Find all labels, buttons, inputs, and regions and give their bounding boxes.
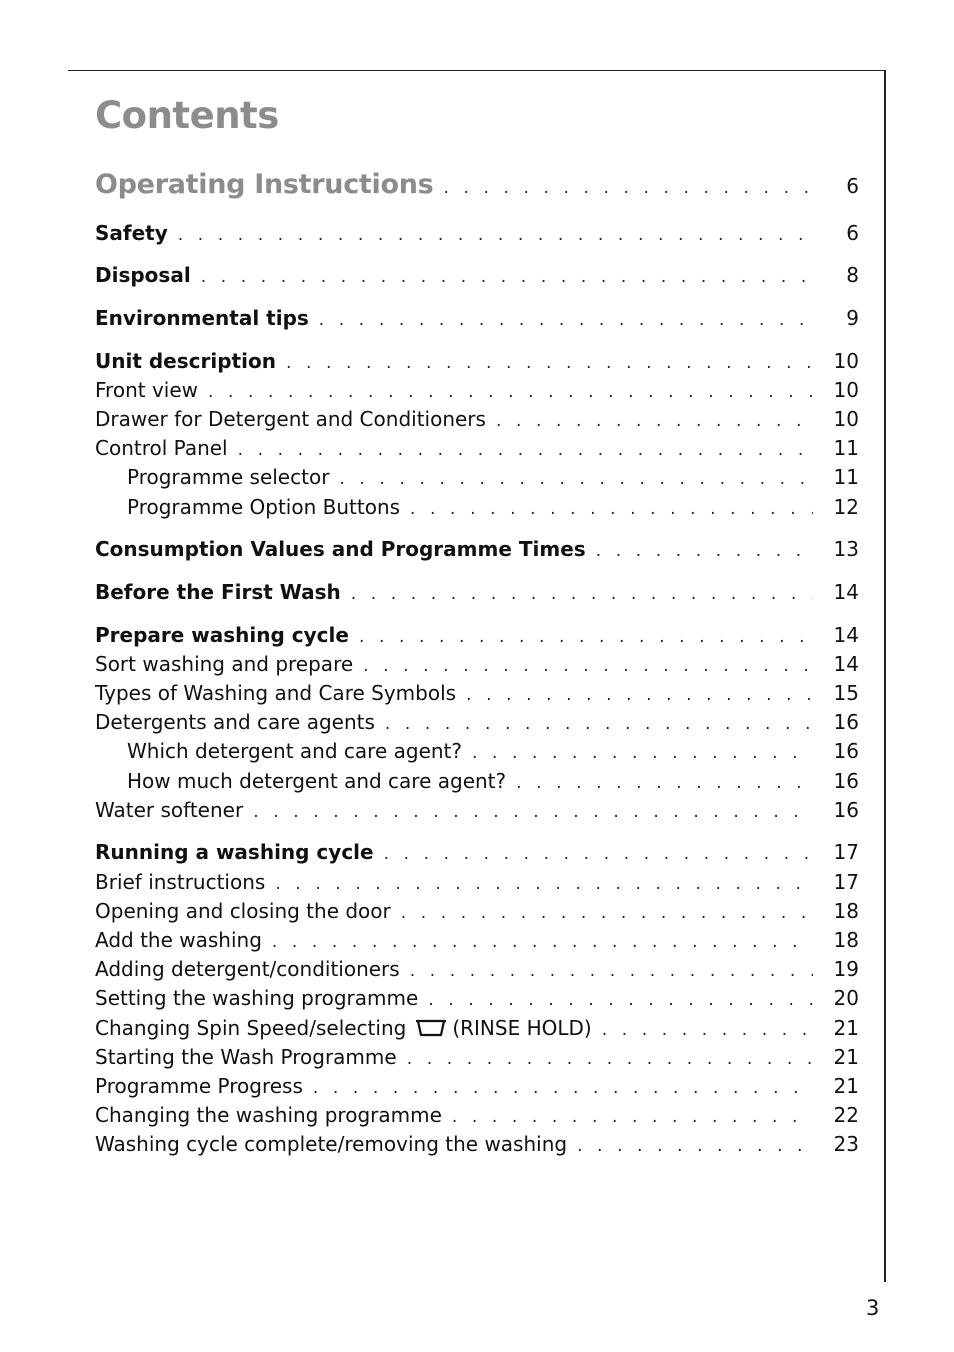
toc-entry-text: Before the First Wash [95,579,341,604]
toc-entry-page: 18 [833,898,859,923]
toc-entry-label [95,535,596,564]
toc-entry-page: 11 [833,436,859,461]
toc-entry-label [95,1014,602,1046]
dot-leader [351,580,813,609]
toc-entry-page: 16 [833,710,859,735]
dot-leader [385,710,813,739]
toc-entry-label [95,984,428,1013]
toc-entry-page: 17 [833,840,859,865]
toc-entry-text: Types of Washing and Care Symbols [95,680,457,705]
toc-entry-text: Opening and closing the door [95,898,391,923]
dot-leader [339,465,813,494]
toc-entry-page: 20 [833,986,859,1011]
dot-leader [410,495,813,524]
dot-leader [238,436,813,465]
toc-entry-page: 13 [833,537,859,562]
toc-entry-page: 14 [833,622,859,647]
toc-entry [95,621,859,650]
toc-entry-text: Unit description [95,348,276,373]
toc-entry-text: Prepare washing cycle [95,622,349,647]
toc-entry-text: Programme Option Buttons [127,494,401,519]
toc-entry-text: Front view [95,377,198,402]
dot-leader [253,798,813,827]
dot-leader [208,378,813,407]
toc-entry-page: 21 [833,1015,859,1040]
toc-entry-label [95,1043,407,1072]
toc-entry-text: Running a washing cycle [95,840,374,865]
dot-leader [401,899,813,928]
toc-entry-page: 14 [833,651,859,676]
toc-entry-page: 18 [833,927,859,952]
dot-leader [363,652,813,681]
dot-leader [178,221,813,250]
toc-entry [95,1072,859,1101]
toc-entry-label [95,650,363,679]
toc-entry [95,897,859,926]
toc-entry-label [95,376,208,405]
toc-entry-label [95,165,443,205]
dot-leader [472,739,813,768]
dot-leader [275,870,813,899]
toc-entry [95,1014,859,1043]
toc-entry-label [95,926,272,955]
toc-entry-page: 17 [833,869,859,894]
toc-entry-label [95,767,516,796]
toc-entry-page: 16 [833,797,859,822]
toc-entry [95,1043,859,1072]
dot-leader [596,537,813,566]
toc-entry-text: Changing Spin Speed/selecting [95,1015,407,1040]
top-rule [68,70,886,71]
toc-entry-page: 15 [833,680,859,705]
toc-entry [95,261,859,290]
toc-entry [95,463,859,492]
toc-entry [95,1101,859,1130]
toc-entry-page: 11 [833,465,859,490]
dot-leader [272,928,813,957]
dot-leader [443,168,813,208]
toc-entry-text: Sort washing and prepare [95,651,354,676]
toc-entry-page: 10 [833,377,859,402]
toc-entry-label [95,347,286,376]
toc-entry [95,679,859,708]
toc-entry-label [95,463,339,492]
toc-entry-label [95,679,466,708]
dot-leader [313,1074,813,1103]
toc-entry-text: Detergents and care agents [95,710,375,735]
right-rule [884,70,886,1282]
toc-entry-text: Brief instructions [95,869,266,894]
toc-entry-page: 10 [833,406,859,431]
dot-leader [452,1103,813,1132]
toc-entry-text: Which detergent and care agent? [127,739,462,764]
toc-entry [95,708,859,737]
page-number: 3 [866,1296,880,1320]
toc-entry-page: 14 [833,579,859,604]
toc-entry-text: Disposal [95,263,191,288]
toc-entry [95,838,859,867]
toc-entry-label [95,1072,313,1101]
toc-entry-page: 9 [846,305,859,330]
toc-entry [95,868,859,897]
toc-entry [95,650,859,679]
toc-entry [95,304,859,333]
table-of-contents [95,165,859,1159]
toc-entry-label [95,838,384,867]
toc-entry-page: 16 [833,768,859,793]
toc-entry [95,1130,859,1159]
toc-entry-text: Programme selector [127,465,330,490]
rinse-hold-icon [414,1017,448,1046]
toc-entry-page: 10 [833,348,859,373]
toc-entry-text: Changing the washing programme [95,1103,442,1128]
toc-entry-text: How much detergent and care agent? [127,768,507,793]
toc-entry-text: Adding detergent/conditioners [95,957,400,982]
dot-leader [496,407,813,436]
dot-leader [516,769,813,798]
toc-entry-label [95,708,385,737]
toc-entry-text: Water softener [95,797,244,822]
dot-leader [602,1016,813,1045]
dot-leader [201,263,813,292]
toc-entry-text: Safety [95,220,168,245]
dot-leader [286,349,813,378]
toc-entry-text: Consumption Values and Programme Times [95,537,586,562]
toc-entry [95,165,859,205]
toc-entry-label [95,578,351,607]
toc-entry-page: 23 [833,1132,859,1157]
toc-entry-label [95,493,410,522]
toc-entry-page: 19 [833,957,859,982]
toc-entry-page: 12 [833,494,859,519]
toc-entry-label [95,1130,577,1159]
toc-entry-label [95,219,178,248]
toc-entry-page: 21 [833,1073,859,1098]
toc-entry-label [95,261,201,290]
toc-entry-label [95,737,472,766]
toc-entry-label [95,405,496,434]
toc-entry [95,376,859,405]
toc-entry-label [95,304,319,333]
toc-entry-page: 6 [846,220,859,245]
toc-entry [95,493,859,522]
toc-entry [95,796,859,825]
dot-leader [410,957,813,986]
toc-entry-text: Setting the washing programme [95,986,419,1011]
toc-entry-page: 6 [846,174,859,198]
toc-entry-text: Drawer for Detergent and Conditioners [95,406,486,431]
toc-entry-text-suffix: (RINSE HOLD) [452,1015,592,1040]
dot-leader [407,1045,813,1074]
toc-entry [95,535,859,564]
toc-entry-text: Control Panel [95,436,228,461]
toc-entry [95,767,859,796]
toc-entry-label [95,897,401,926]
dot-leader [428,986,813,1015]
toc-entry [95,347,859,376]
dot-leader [359,623,813,652]
toc-entry-text: Programme Progress [95,1073,303,1098]
toc-entry-text: Operating Instructions [95,169,434,200]
toc-entry [95,578,859,607]
dot-leader [577,1132,813,1161]
toc-entry [95,405,859,434]
toc-entry [95,219,859,248]
toc-entry-page: 16 [833,739,859,764]
toc-entry-label [95,796,253,825]
page-title: Contents [95,94,279,137]
toc-entry-label [95,434,238,463]
toc-entry [95,434,859,463]
toc-entry [95,926,859,955]
toc-entry-text: Washing cycle complete/removing the washing [95,1132,568,1157]
toc-entry-label [95,955,410,984]
toc-entry-text: Environmental tips [95,305,309,330]
toc-entry-text: Starting the Wash Programme [95,1044,397,1069]
dot-leader [319,306,813,335]
toc-entry [95,737,859,766]
dot-leader [384,840,813,869]
toc-entry-page: 22 [833,1103,859,1128]
toc-entry-text: Add the washing [95,927,262,952]
toc-entry [95,984,859,1013]
toc-entry-page: 8 [846,263,859,288]
dot-leader [466,681,813,710]
toc-entry [95,955,859,984]
toc-entry-label [95,621,359,650]
toc-entry-label [95,1101,452,1130]
toc-entry-label [95,868,275,897]
toc-entry-page: 21 [833,1044,859,1069]
